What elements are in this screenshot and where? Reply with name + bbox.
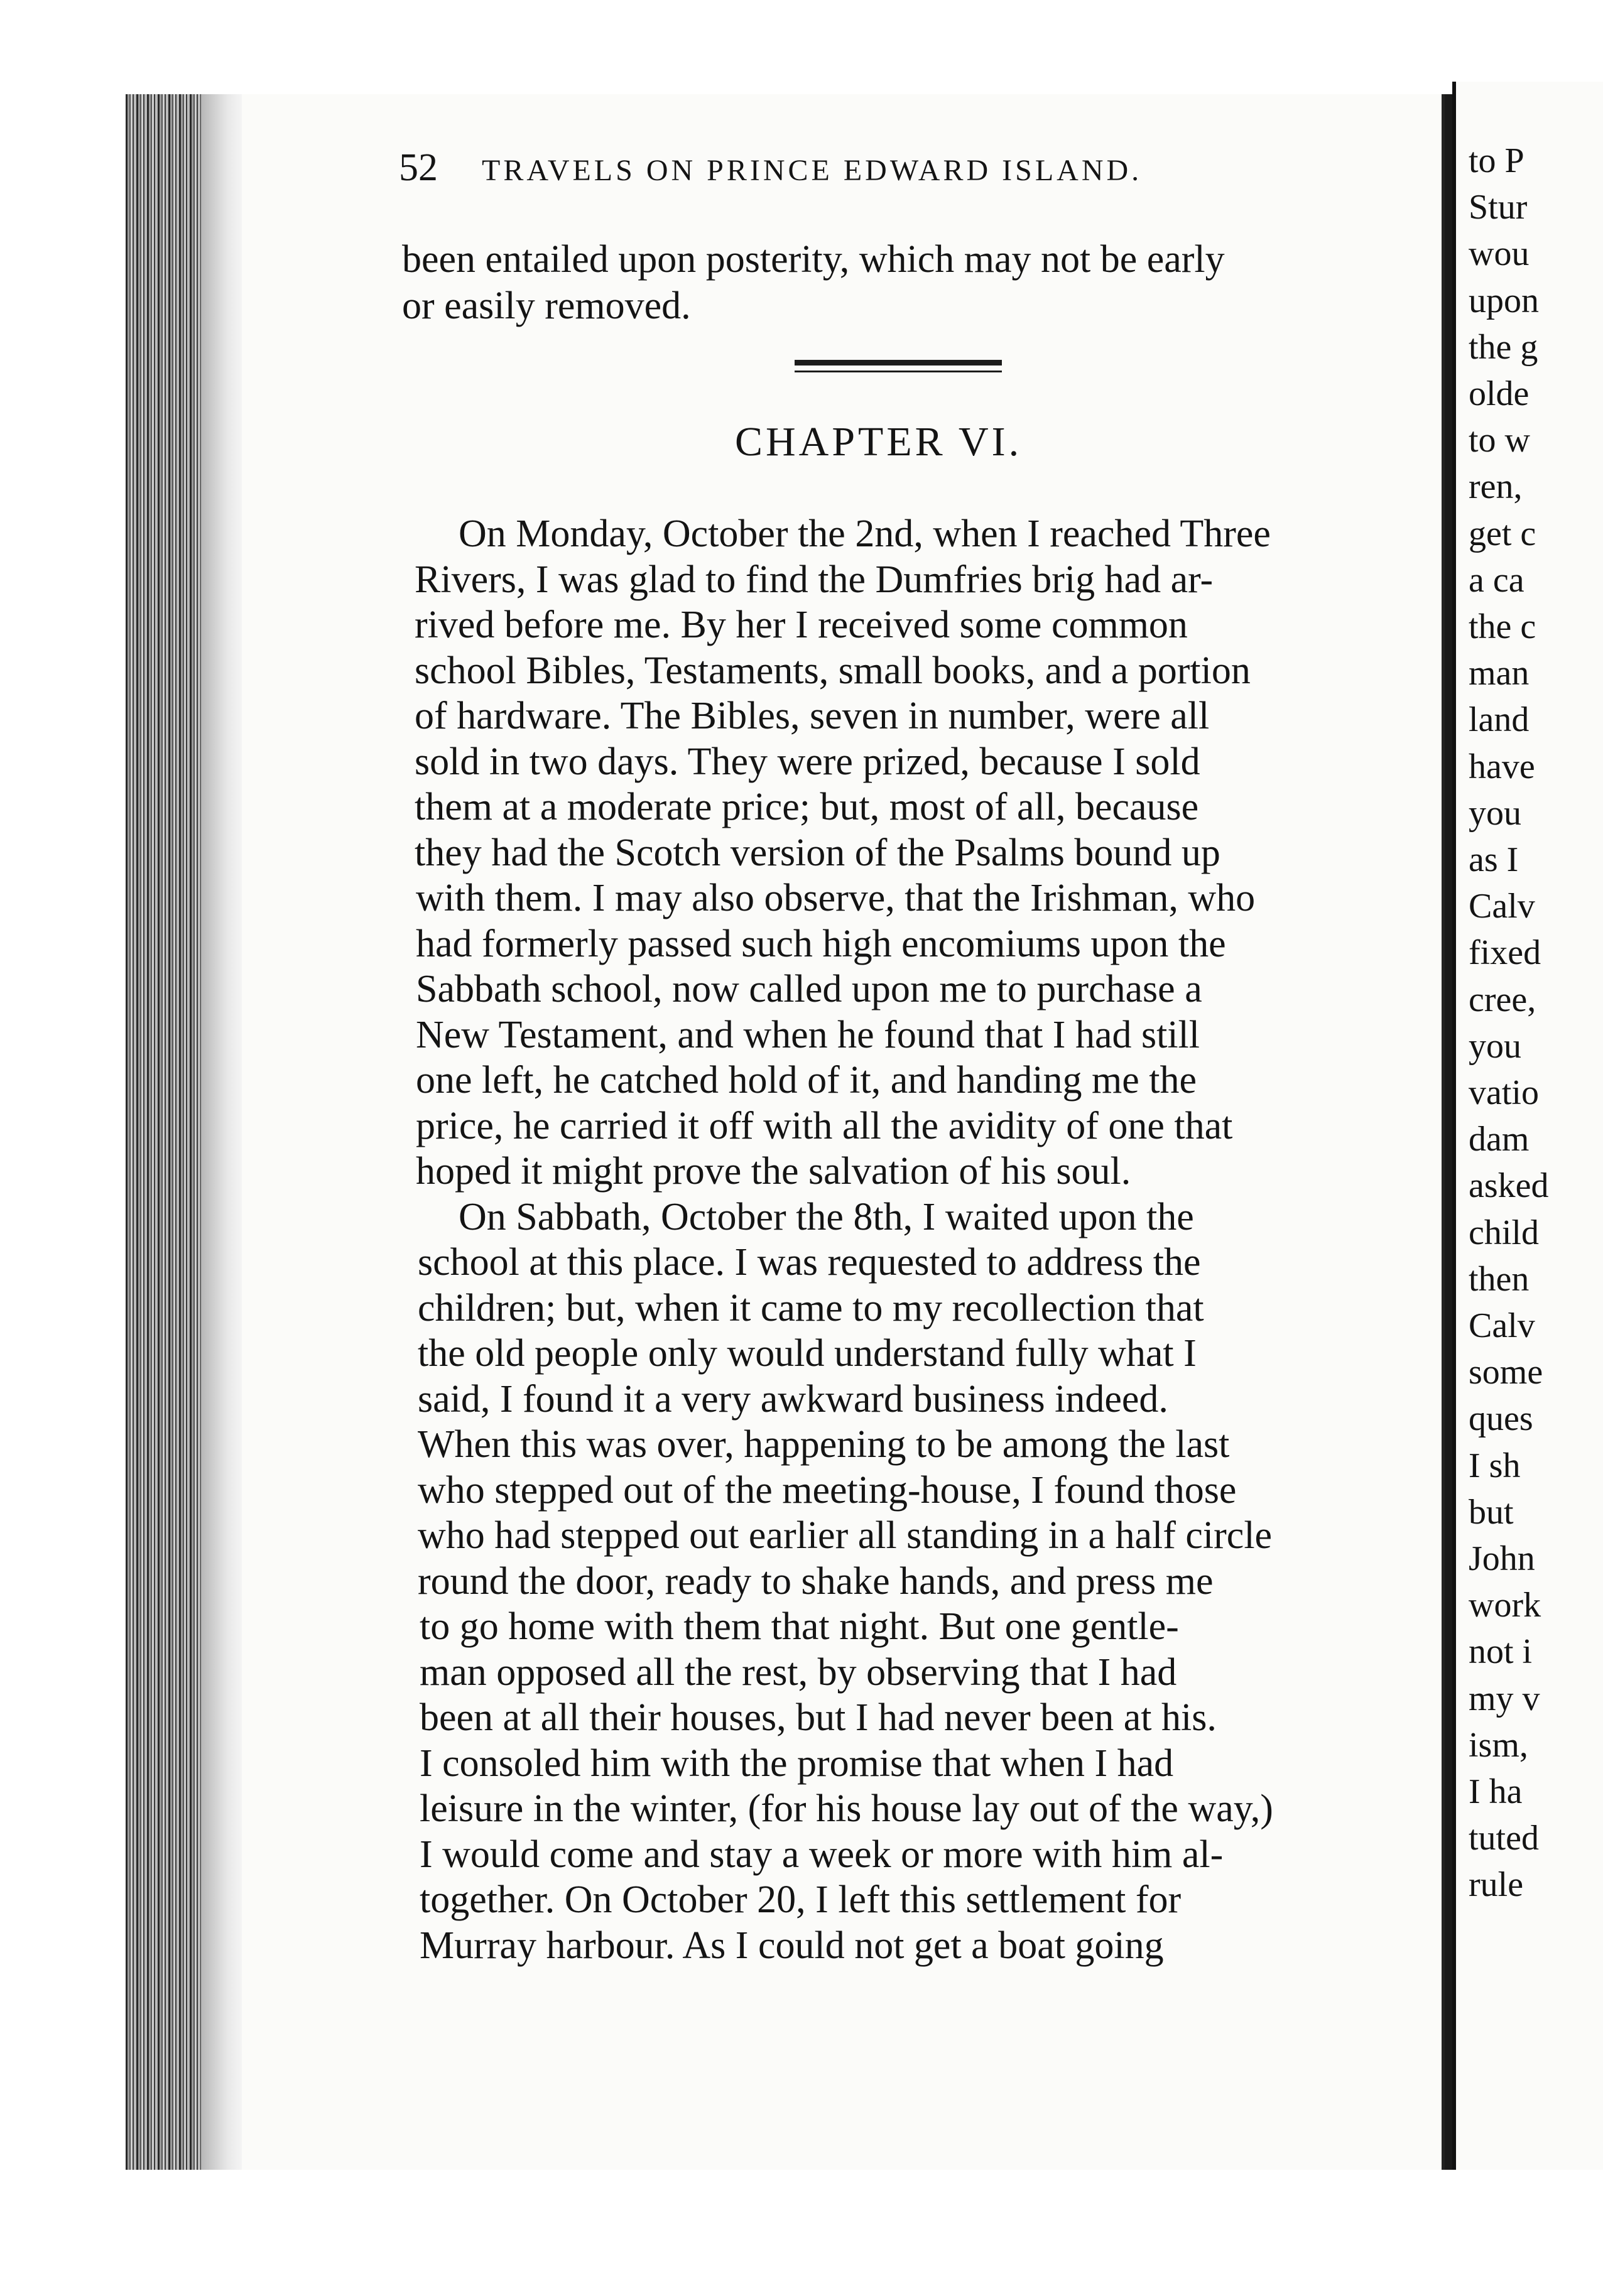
text-line: who had stepped out earlier all standing in a half circle (418, 1514, 1273, 1557)
text-line: the old people only would understand fully what I (418, 1332, 1197, 1375)
facing-page-line: asked (1469, 1166, 1549, 1205)
book-page-edges (126, 94, 245, 2170)
text-line: children; but, when it came to my recollection that (418, 1287, 1204, 1329)
facing-page-line: then (1469, 1260, 1530, 1299)
text-line: to go home with them that night. But one gentle- (420, 1605, 1179, 1648)
text-line: one left, he catched hold of it, and handing me the (416, 1059, 1197, 1102)
facing-page-line: have (1469, 747, 1535, 786)
facing-page-line: the g (1469, 328, 1538, 367)
facing-page-line: dam (1469, 1120, 1530, 1159)
line-text: Monday, October the 2nd, when I reached Three (516, 512, 1271, 555)
facing-page-line: Calv (1469, 1306, 1535, 1345)
text-line: school Bibles, Testaments, small books, and a portion (415, 649, 1251, 692)
facing-page-line: tuted (1469, 1819, 1539, 1858)
facing-page-line: Stur (1469, 188, 1528, 227)
running-title: TRAVELS ON PRINCE EDWARD ISLAND. (482, 154, 1143, 187)
facing-page-line: fixed (1469, 933, 1541, 972)
facing-page-line: child (1469, 1213, 1539, 1252)
text-line: Sabbath school, now called upon me to purchase a (416, 968, 1202, 1010)
text-line: with them. I may also observe, that the Irishman, who (416, 877, 1256, 919)
facing-page-line: you (1469, 794, 1521, 833)
text-line: round the door, ready to shake hands, and press me (418, 1560, 1214, 1603)
scan-border-left (0, 0, 122, 2296)
text-line: New Testament, and when he found that I had still (416, 1014, 1200, 1056)
facing-page-line: John (1469, 1539, 1535, 1578)
facing-page (1452, 82, 1603, 2182)
facing-page-line: some (1469, 1353, 1543, 1392)
facing-page-line: I sh (1469, 1446, 1521, 1485)
facing-page-line: but (1469, 1493, 1514, 1532)
text-line: had formerly passed such high encomiums upon the (416, 923, 1226, 965)
text-line: Murray harbour. As I could not get a boat going (420, 1924, 1164, 1967)
facing-page-line: cree, (1469, 980, 1536, 1019)
text-line: rived before me. By her I received some common (415, 604, 1188, 646)
facing-page-line: you (1469, 1027, 1521, 1066)
text-line: price, he carried it off with all the avidity of one that (416, 1105, 1233, 1147)
facing-page-line: not i (1469, 1632, 1533, 1671)
text-line: sold in two days. They were prized, because I sold (415, 740, 1200, 783)
text-line: of hardware. The Bibles, seven in number, were all (415, 695, 1210, 737)
section-divider-thin (795, 371, 1002, 372)
text-line: I would come and stay a week or more with him al- (420, 1833, 1224, 1876)
facing-page-line: as I (1469, 840, 1519, 879)
text-line: been entailed upon posterity, which may not be early (402, 238, 1225, 281)
scan-border-top (0, 0, 1603, 94)
text-line: man opposed all the rest, by observing that I had (420, 1651, 1177, 1694)
text-line: I consoled him with the promise that when I had (420, 1742, 1174, 1785)
facing-page-line: vatio (1469, 1073, 1539, 1112)
text-line: been at all their houses, but I had never been at his. (420, 1696, 1217, 1739)
text-line (459, 512, 1271, 556)
facing-page-line: the c (1469, 607, 1536, 646)
facing-page-line: my v (1469, 1679, 1540, 1718)
scan-border-bottom (0, 2170, 1603, 2296)
facing-page-line: ism, (1469, 1726, 1528, 1765)
section-divider-thick (795, 360, 1002, 366)
text-line: On Sabbath, October the 8th, I waited upon the (459, 1196, 1194, 1238)
text-line: together. On October 20, I left this settlement for (420, 1878, 1182, 1921)
facing-page-line: work (1469, 1586, 1541, 1625)
text-line: hoped it might prove the salvation of his soul. (416, 1150, 1131, 1193)
facing-page-line: land (1469, 700, 1530, 739)
facing-page-line: a ca (1469, 561, 1524, 600)
facing-page-line: ren, (1469, 467, 1523, 506)
running-head (399, 146, 1142, 190)
facing-page-line: ques (1469, 1399, 1533, 1438)
text-line: who stepped out of the meeting-house, I found those (418, 1469, 1237, 1512)
page-number: 52 (399, 146, 438, 189)
facing-page-line: wou (1469, 234, 1530, 273)
text-line: school at this place. I was requested to address the (418, 1241, 1201, 1284)
text-line: Rivers, I was glad to find the Dumfries brig had ar- (415, 558, 1214, 601)
text-line: they had the Scotch version of the Psalms bound up (415, 831, 1220, 874)
text-line: or easily removed. (402, 284, 691, 327)
facing-page-line: get c (1469, 514, 1536, 553)
facing-page-line: Calv (1469, 887, 1535, 926)
chapter-heading: CHAPTER VI. (735, 419, 1023, 465)
facing-page-line: upon (1469, 281, 1539, 320)
facing-page-line: to P (1469, 141, 1524, 180)
text-line: said, I found it a very awkward business indeed. (418, 1378, 1168, 1421)
facing-page-line: rule (1469, 1865, 1524, 1904)
text-line: them at a moderate price; but, most of all, because (415, 786, 1199, 828)
text-line: leisure in the winter, (for his house lay out of the way,) (420, 1787, 1273, 1830)
drop-small-caps: On (459, 512, 516, 555)
facing-page-line: to w (1469, 421, 1530, 460)
gutter-shadow (1445, 94, 1452, 2170)
facing-page-line: man (1469, 654, 1530, 693)
facing-page-line: I ha (1469, 1772, 1523, 1811)
text-line: When this was over, happening to be among the last (418, 1423, 1230, 1466)
facing-page-line: olde (1469, 374, 1530, 413)
